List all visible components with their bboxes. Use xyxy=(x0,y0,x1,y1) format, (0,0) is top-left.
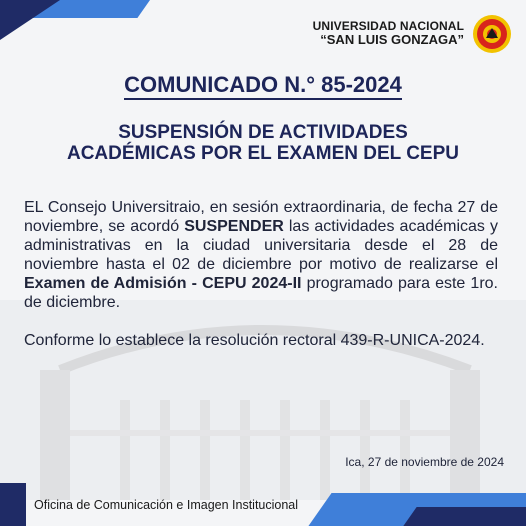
announcement-body xyxy=(24,198,498,350)
paragraph-1-bold-suspender: SUSPENDER xyxy=(184,218,284,235)
paragraph-1-part-1: EL Consejo Universitraio, en sesión extraordinaria, de fecha 27 de noviembre, se acordó xyxy=(24,199,498,235)
logo-text xyxy=(313,20,464,49)
university-seal-icon xyxy=(472,14,512,54)
footer xyxy=(0,483,526,526)
paragraph-1-bold-exam: Examen de Admisión - CEPU 2024-II xyxy=(24,275,302,292)
paragraph-1-part-3: programado para este 1ro. de diciembre. xyxy=(24,275,499,311)
subtitle xyxy=(30,122,496,164)
paragraph-1-part-2: las actividades académicas y administrativas en la ciudad universitaria desde el 28 de noviembre hasta el 02 de diciembre por motivo de realizarse el xyxy=(24,218,498,273)
university-logo xyxy=(313,12,512,56)
subtitle-line-1: SUSPENSIÓN DE ACTIVIDADES xyxy=(118,122,408,143)
date-line: Ica, 27 de noviembre de 2024 xyxy=(345,455,504,469)
decorative-navy-corner xyxy=(0,0,60,40)
logo-line-name: “SAN LUIS GONZAGA” xyxy=(320,32,464,48)
paragraph-2: Conforme lo establece la resolución rectoral 439-R-UNICA-2024. xyxy=(24,332,485,349)
paragraph-1 xyxy=(24,198,498,312)
footer-office-name: Oficina de Comunicación e Imagen Institucional xyxy=(34,498,299,512)
footer-navy-stripe xyxy=(403,507,526,526)
logo-line-university: UNIVERSIDAD NACIONAL xyxy=(312,18,464,33)
subtitle-line-2: ACADÉMICAS POR EL EXAMEN DEL CEPU xyxy=(66,143,459,164)
footer-navy-bar xyxy=(0,483,26,526)
title-text: COMUNICADO N.° 85-2024 xyxy=(124,72,402,100)
page-title xyxy=(0,72,526,98)
